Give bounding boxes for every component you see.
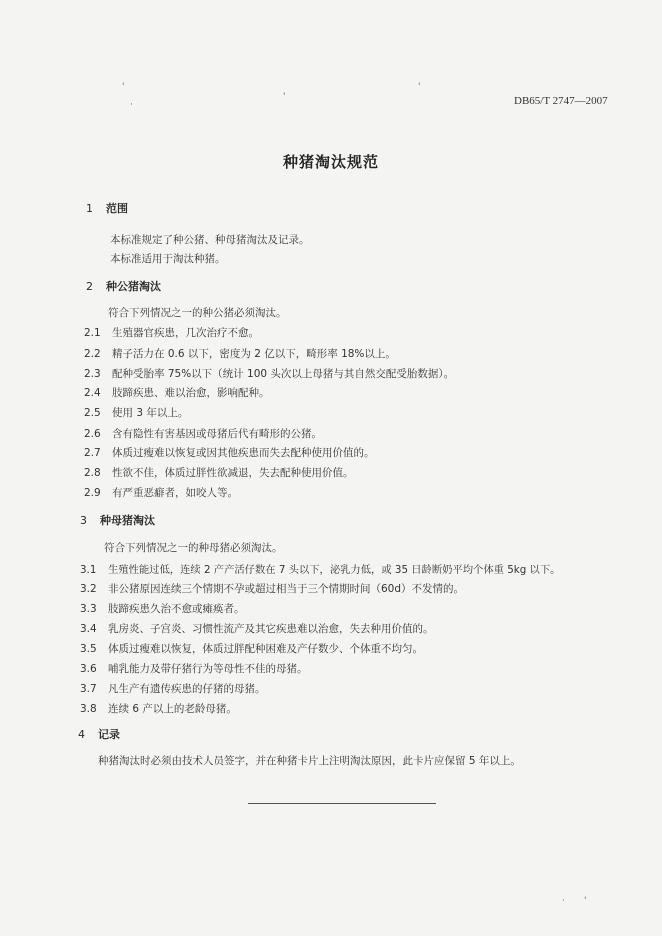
paragraph: 本标准规定了种公猪、种母猪淘汰及记录。 <box>110 234 310 246</box>
section-heading-4 <box>78 726 120 742</box>
list-item: 2.1 生殖器官疾患，几次治疗不愈。 <box>84 327 259 339</box>
list-item: 3.6 哺乳能力及带仔猪行为等母性不佳的母猪。 <box>80 663 308 675</box>
section-title: 范围 <box>106 202 128 215</box>
scan-mark: ' <box>584 896 587 906</box>
list-item: 2.9 有严重恶癖者，如咬人等。 <box>84 487 238 499</box>
paragraph: 种猪淘汰时必须由技术人员签字，并在种猪卡片上注明淘汰原因，此卡片应保留 5 年以上。 <box>98 755 521 767</box>
list-item: 3.5 体质过瘦难以恢复，体质过胖配种困难及产仔数少、个体重不均匀。 <box>80 643 423 655</box>
document-title: 种猪淘汰规范 <box>282 153 379 171</box>
list-item: 3.3 肢蹄疾患久治不愈或瘫痪者。 <box>80 603 245 615</box>
section-intro: 符合下列情况之一的种公猪必须淘汰。 <box>108 307 287 319</box>
list-item: 2.6 含有隐性有害基因或母猪后代有畸形的公猪。 <box>84 428 322 440</box>
list-item: 2.8 性欲不佳，体质过胖性欲减退，失去配种使用价值。 <box>84 467 354 479</box>
list-item: 3.8 连续 6 产以上的老龄母猪。 <box>80 703 237 715</box>
list-item: 3.1 生殖性能过低，连续 2 产产活仔数在 7 头以下，泌乳力低，或 35 日龄断奶平均个体重 5kg 以下。 <box>80 564 561 576</box>
scan-mark: · <box>130 100 133 110</box>
scan-mark: ' <box>122 82 125 92</box>
section-title: 种公猪淘汰 <box>106 280 161 293</box>
section-intro: 符合下列情况之一的种母猪必须淘汰。 <box>104 542 283 554</box>
section-number: 3 <box>80 514 87 527</box>
section-number: 4 <box>78 728 85 741</box>
section-number: 2 <box>86 280 93 293</box>
section-heading-1 <box>86 200 128 216</box>
standard-code: DB65/T 2747—2007 <box>514 95 608 107</box>
paragraph: 本标准适用于淘汰种猪。 <box>110 253 226 265</box>
list-item: 2.3 配种受胎率 75%以下（统计 100 头次以上母猪与其自然交配受胎数据）。 <box>84 368 455 380</box>
scan-mark: ' <box>283 92 286 102</box>
end-divider <box>248 803 436 804</box>
scan-mark: · <box>562 896 565 906</box>
section-title: 记录 <box>98 728 120 741</box>
section-title: 种母猪淘汰 <box>100 514 155 527</box>
section-heading-3 <box>80 512 155 528</box>
scan-mark: ' <box>418 82 421 92</box>
list-item: 2.5 使用 3 年以上。 <box>84 407 189 419</box>
section-number: 1 <box>86 202 93 215</box>
list-item: 3.4 乳房炎、子宫炎、习惯性流产及其它疾患难以治愈，失去种用价值的。 <box>80 623 434 635</box>
section-heading-2 <box>86 278 161 294</box>
list-item: 3.7 凡生产有遗传疾患的仔猪的母猪。 <box>80 683 266 695</box>
list-item: 2.2 精子活力在 0.6 以下，密度为 2 亿以下，畸形率 18%以上。 <box>84 348 396 360</box>
list-item: 3.2 非公猪原因连续三个情期不孕或超过相当于三个情期时间（60d）不发情的。 <box>80 583 465 595</box>
list-item: 2.4 肢蹄疾患、难以治愈，影响配种。 <box>84 387 270 399</box>
list-item: 2.7 体质过瘦难以恢复或因其他疾患而失去配种使用价值的。 <box>84 447 375 459</box>
